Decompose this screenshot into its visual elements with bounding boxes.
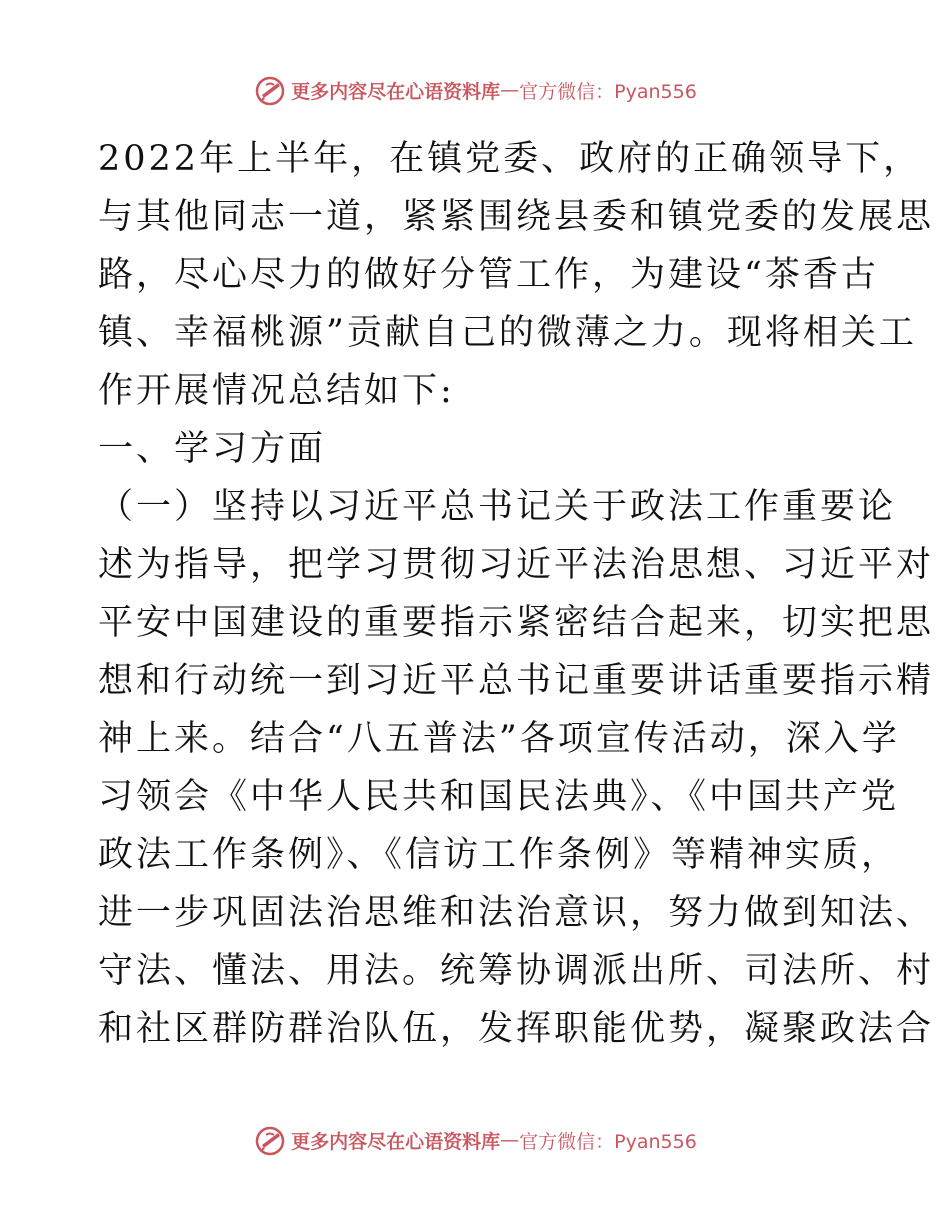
header-separator: —	[500, 79, 520, 101]
footer-banner	[0, 1120, 950, 1160]
document-body	[98, 130, 935, 1058]
body-line: 2022年上半年，在镇党委、政府的正确领导下，	[98, 139, 922, 179]
body-line: 政法工作条例》、《信访工作条例》等精神实质，	[98, 835, 900, 875]
book-pen-logo-icon	[253, 73, 287, 107]
body-line: 作开展情况总结如下:	[98, 371, 455, 411]
body-line: 述为指导，把学习贯彻习近平法治思想、习近平对	[98, 545, 935, 585]
header-wechat-text: 官方微信：Pyan556	[519, 80, 697, 103]
header-site-text: 更多内容尽在心语资料库	[291, 80, 501, 103]
body-line: 进一步巩固法治思维和法治意识，努力做到知法、	[98, 893, 935, 933]
body-line: 与其他同志一道，紧紧围绕县委和镇党委的发展思	[98, 197, 935, 237]
header-banner	[0, 70, 950, 110]
footer-separator: —	[500, 1129, 520, 1151]
section-heading: 一、学习方面	[98, 429, 327, 469]
body-line: 习领会《中华人民共和国民法典》、《中国共产党	[98, 777, 900, 817]
body-line: 镇、幸福桃源”贡献自己的微薄之力。现将相关工	[98, 313, 917, 353]
book-pen-logo-icon	[253, 1123, 287, 1157]
body-line: （一）坚持以习近平总书记关于政法工作重要论	[98, 487, 897, 527]
body-line: 想和行动统一到习近平总书记重要讲话重要指示精	[98, 661, 935, 701]
footer-wechat-text: 官方微信：Pyan556	[519, 1130, 697, 1153]
body-line: 守法、懂法、用法。统筹协调派出所、司法所、村	[98, 951, 935, 991]
body-line: 和社区群防群治队伍，发挥职能优势，凝聚政法合	[98, 1009, 935, 1049]
body-line: 神上来。结合“八五普法”各项宣传活动，深入学	[98, 719, 900, 759]
footer-site-text: 更多内容尽在心语资料库	[291, 1130, 501, 1153]
body-line: 平安中国建设的重要指示紧密结合起来，切实把思	[98, 603, 935, 643]
body-line: 路，尽心尽力的做好分管工作，为建设“茶香古	[98, 255, 879, 295]
